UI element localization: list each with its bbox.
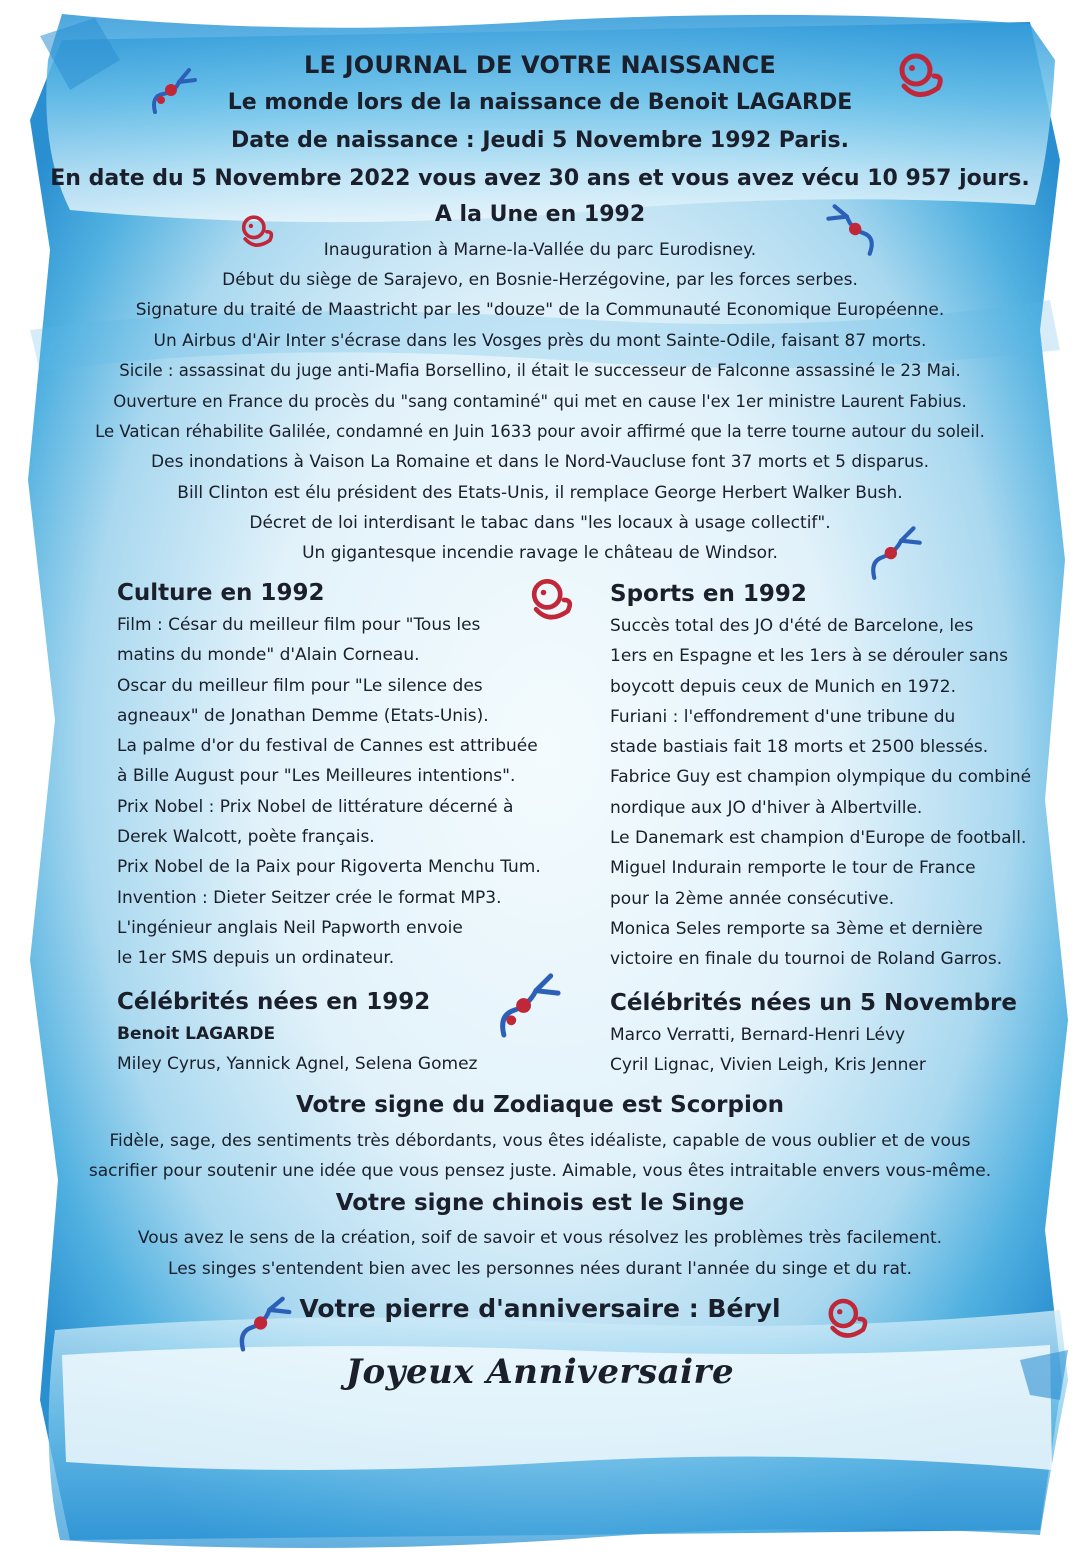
- headline-item: Début du siège de Sarajevo, en Bosnie-Herzégovine, par les forces serbes.: [222, 270, 858, 290]
- culture-line: L'ingénieur anglais Neil Papworth envoie: [117, 917, 463, 938]
- sports-title: Sports en 1992: [610, 581, 807, 607]
- sports-line: pour la 2ème année consécutive.: [610, 888, 895, 909]
- page-title: LE JOURNAL DE VOTRE NAISSANCE: [303, 51, 777, 79]
- sports-line: Miguel Indurain remporte le tour de France: [610, 858, 976, 879]
- birthday-greeting: Joyeux Anniversaire: [345, 1352, 735, 1392]
- zodiac-title: Votre signe du Zodiaque est Scorpion: [295, 1092, 785, 1118]
- headline-item: Décret de loi interdisant le tabac dans "les locaux à usage collectif".: [249, 513, 831, 533]
- headline-item: Inauguration à Marne-la-Vallée du parc Eurodisney.: [323, 240, 757, 260]
- sports-section: [610, 577, 1031, 975]
- culture-line: Derek Walcott, poète français.: [117, 827, 375, 848]
- culture-line: matins du monde" d'Alain Corneau.: [117, 645, 420, 666]
- culture-title: Culture en 1992: [117, 580, 325, 606]
- headline-item: Le Vatican réhabilite Galilée, condamné en Juin 1633 pour avoir affirmé que la terre tourne autour du soleil.: [95, 422, 985, 441]
- birthstone: Votre pierre d'anniversaire : Béryl: [299, 1294, 781, 1323]
- sports-line: stade bastiais fait 18 morts et 2500 blessés.: [610, 737, 989, 758]
- headlines-title: A la Une en 1992: [434, 202, 646, 227]
- celebs-year-title: Célébrités nées en 1992: [117, 989, 431, 1015]
- sports-line: nordique aux JO d'hiver à Albertville.: [610, 797, 923, 818]
- age-line: En date du 5 Novembre 2022 vous avez 30 ans et vous avez vécu 10 957 jours.: [50, 166, 1030, 191]
- culture-line: Prix Nobel de la Paix pour Rigoverta Menchu Tum.: [117, 857, 541, 878]
- headline-item: Bill Clinton est élu président des Etats-Unis, il remplace George Herbert Walker Bush.: [177, 483, 903, 503]
- headline-item: Un gigantesque incendie ravage le château de Windsor.: [302, 543, 778, 563]
- sports-line: Fabrice Guy est champion olympique du combiné: [610, 767, 1032, 788]
- culture-line: agneaux" de Jonathan Demme (Etats-Unis).: [117, 705, 489, 726]
- celebs-day-title: Célébrités nées un 5 Novembre: [610, 990, 1017, 1016]
- sports-line: Monica Seles remporte sa 3ème et dernière: [610, 918, 983, 939]
- culture-section: [117, 576, 541, 974]
- sports-line: 1ers en Espagne et les 1ers à se dérouler sans: [610, 646, 1008, 667]
- headline-item: Un Airbus d'Air Inter s'écrase dans les Vosges près du mont Sainte-Odile, faisant 87 morts.: [153, 331, 927, 351]
- page-subtitle: Le monde lors de la naissance de Benoit LAGARDE: [227, 90, 853, 115]
- chinese-sign-title: Votre signe chinois est le Singe: [335, 1190, 745, 1216]
- headline-item: Signature du traité de Maastricht par les "douze" de la Communauté Economique Européenne.: [135, 300, 945, 320]
- celebs-year-highlight: Benoit LAGARDE: [117, 1024, 276, 1044]
- sports-line: Succès total des JO d'été de Barcelone, les: [610, 616, 974, 636]
- culture-line: à Bille August pour "Les Meilleures intentions".: [117, 766, 516, 787]
- zodiac-text: sacrifier pour soutenir une idée que vous pensez juste. Aimable, vous êtes intraitable envers vous-même.: [88, 1161, 992, 1181]
- sports-line: Furiani : l'effondrement d'une tribune du: [610, 706, 956, 727]
- culture-line: La palme d'or du festival de Cannes est attribuée: [117, 736, 538, 757]
- headline-item: Sicile : assassinat du juge anti-Mafia Borsellino, il était le successeur de Falconne assassiné le 23 Mai.: [119, 361, 961, 380]
- scorpion-icon: [494, 966, 568, 1040]
- birth-date: Date de naissance : Jeudi 5 Novembre 1992 Paris.: [230, 128, 850, 153]
- sports-line: boycott depuis ceux de Munich en 1972.: [610, 676, 957, 697]
- culture-line: Oscar du meilleur film pour "Le silence des: [117, 675, 483, 696]
- culture-line: Invention : Dieter Seitzer crée le format MP3.: [117, 887, 502, 908]
- celebs-year-names: Miley Cyrus, Yannick Agnel, Selena Gomez: [117, 1054, 478, 1075]
- culture-line: Prix Nobel : Prix Nobel de littérature décerné à: [117, 796, 514, 817]
- zodiac-text: Fidèle, sage, des sentiments très débordants, vous êtes idéaliste, capable de vous oublier et de vous: [109, 1131, 971, 1151]
- headline-item: Des inondations à Vaison La Romaine et dans le Nord-Vaucluse font 37 morts et 5 disparus.: [151, 452, 929, 472]
- chinese-sign-text: Les singes s'entendent bien avec les personnes nées durant l'année du singe et du rat.: [168, 1259, 912, 1279]
- chinese-sign-text: Vous avez le sens de la création, soif de savoir et vous résolvez les problèmes très facilement.: [137, 1228, 943, 1248]
- celebs-day-section: [610, 986, 1017, 1081]
- celebs-day-line: Cyril Lignac, Vivien Leigh, Kris Jenner: [610, 1055, 926, 1076]
- celebs-year-section: [117, 985, 477, 1080]
- sports-line: Le Danemark est champion d'Europe de football.: [610, 828, 1027, 849]
- celebs-day-line: Marco Verratti, Bernard-Henri Lévy: [610, 1025, 906, 1045]
- headline-item: Ouverture en France du procès du "sang contaminé" qui met en cause l'ex 1er ministre Laurent Fabius.: [113, 392, 967, 411]
- sports-line: victoire en finale du tournoi de Roland Garros.: [610, 949, 1003, 970]
- culture-line: le 1er SMS depuis un ordinateur.: [117, 948, 395, 969]
- culture-line: Film : César du meilleur film pour "Tous les: [117, 615, 481, 635]
